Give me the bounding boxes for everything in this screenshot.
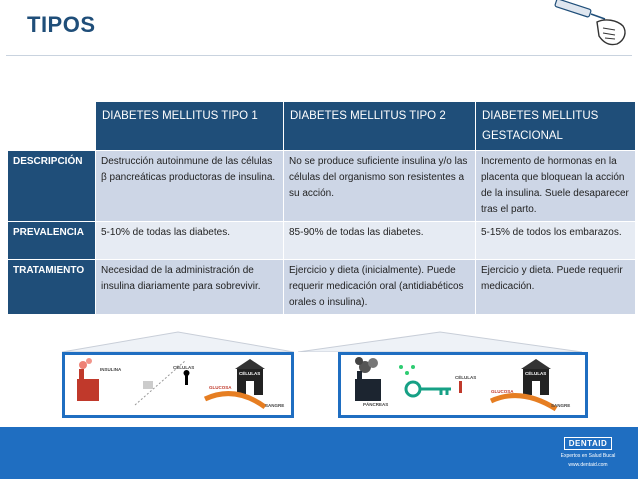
syringe-hand-icon bbox=[545, 0, 635, 55]
celulas-house-label: CÉLULAS bbox=[525, 371, 547, 376]
column-header-type1: DIABETES MELLITUS TIPO 1 bbox=[96, 102, 284, 151]
glucosa-label: GLUCOSA bbox=[209, 385, 232, 390]
pancreas-label: PÁNCREAS bbox=[82, 402, 108, 407]
diagram-type2-panel bbox=[338, 352, 588, 418]
brand-url: www.dentaid.com bbox=[568, 462, 608, 468]
column-header-type2: DIABETES MELLITUS TIPO 2 bbox=[284, 102, 476, 151]
diagram-type1-panel bbox=[62, 352, 294, 418]
column-header-gestational: DIABETES MELLITUS GESTACIONAL bbox=[476, 102, 636, 151]
brand-logo bbox=[558, 433, 618, 469]
table-row bbox=[8, 151, 636, 222]
roof-type1 bbox=[62, 330, 294, 352]
table-cell: 85-90% de todas las diabetes. bbox=[284, 222, 476, 260]
table-corner-cell bbox=[8, 102, 96, 151]
pancreas-label: PÁNCREAS bbox=[363, 402, 389, 407]
celulas-house-label: CÉLULAS bbox=[239, 371, 261, 376]
table-cell: Necesidad de la administración de insulina diariamente para sobrevivir. bbox=[96, 260, 284, 315]
table-cell: Destrucción autoinmune de las células β pancreáticas productoras de insulina. bbox=[96, 151, 284, 222]
insulina-label: INSULINA bbox=[100, 367, 122, 372]
table-cell: 5-15% de todos los embarazos. bbox=[476, 222, 636, 260]
row-header-prevalencia: PREVALENCIA bbox=[8, 222, 96, 260]
title-divider bbox=[6, 55, 632, 56]
table-cell: Incremento de hormonas en la placenta que bloquean la acción de la insulina. Suele desaparecer tras el parto. bbox=[476, 151, 636, 222]
roof-type2 bbox=[298, 330, 582, 352]
glucosa-label: GLUCOSA bbox=[491, 389, 514, 394]
table-cell: No se produce suficiente insulina y/o las células del organismo son resistentes a su acción. bbox=[284, 151, 476, 222]
row-header-tratamiento: TRATAMIENTO bbox=[8, 260, 96, 315]
table-cell: Ejercicio y dieta (inicialmente). Puede requerir medicación oral (antidiabéticos orales o insulina). bbox=[284, 260, 476, 315]
table-row bbox=[8, 260, 636, 315]
brand-name: DENTAID bbox=[564, 437, 612, 450]
footer-band bbox=[0, 427, 638, 479]
brand-tagline: Expertos en Salud Bucal bbox=[560, 453, 616, 459]
table-row bbox=[8, 222, 636, 260]
table-cell: Ejercicio y dieta. Puede requerir medicación. bbox=[476, 260, 636, 315]
celulas-label: CÉLULAS bbox=[173, 365, 195, 370]
row-header-descripcion: DESCRIPCIÓN bbox=[8, 151, 96, 222]
celulas-label: CÉLULAS bbox=[455, 375, 477, 380]
page-title: TIPOS bbox=[27, 12, 96, 37]
table-cell: 5-10% de todas las diabetes. bbox=[96, 222, 284, 260]
sangre-label: SANGRE bbox=[265, 403, 285, 408]
diabetes-types-table bbox=[7, 101, 636, 315]
sangre-label: SANGRE bbox=[551, 403, 571, 408]
